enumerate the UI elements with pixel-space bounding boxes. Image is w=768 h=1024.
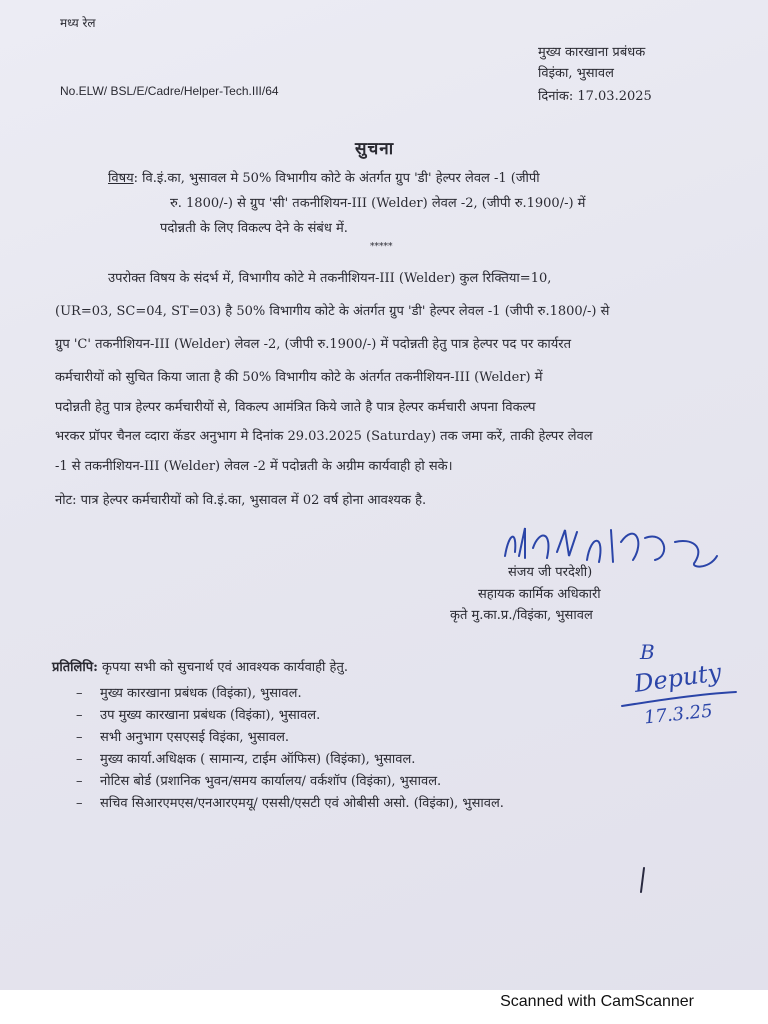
copy-item: – सचिव सिआरएमएस/एनआरएमयू/ एससी/एसटी एवं ओबीसी असो. (विइंका), भुसावल. bbox=[76, 796, 504, 811]
scanner-watermark: Scanned with CamScanner bbox=[500, 993, 694, 1010]
subject-line-1 bbox=[108, 168, 540, 186]
office-line-2: विइंका, भुसावल bbox=[538, 66, 614, 81]
separator: ***** bbox=[370, 242, 393, 252]
subject-line-2: रु. 1800/-) से ग्रुप 'सी' तकनीशियन-III (Welder) लेवल -2, (जीपी रु.1900/-) में bbox=[170, 196, 586, 211]
pen-mark bbox=[638, 866, 648, 894]
copy-to-purpose: कृपया सभी को सुचनार्थ एवं आवश्यक कार्यवाही हेतु. bbox=[102, 660, 349, 675]
signatory-for-office: कृते मु.का.प्र./विइंका, भुसावल bbox=[450, 608, 593, 623]
signatory-designation: सहायक कार्मिक अधिकारी bbox=[478, 587, 601, 602]
annotation-initial: B bbox=[640, 640, 655, 664]
body-line-5: पदोन्नती हेतु पात्र हेल्पर कर्मचारीयों से, विकल्प आमंत्रित किये जाते है पात्र हेल्पर कर्मचारी अपना विकल्प bbox=[55, 400, 536, 415]
org-name: मध्य रेल bbox=[60, 16, 96, 30]
scanner-footer bbox=[0, 990, 768, 1024]
body-line-2: (UR=03, SC=04, ST=03) है 50% विभागीय कोटे के अंतर्गत ग्रुप 'डी' हेल्पर लेवल -1 (जीपी रु.1800/-) से bbox=[55, 304, 610, 319]
subject-label: विषय bbox=[108, 171, 134, 186]
reference-number: No.ELW/ BSL/E/Cadre/Helper-Tech.III/64 bbox=[60, 84, 279, 98]
body-line-1: उपरोक्त विषय के संदर्भ में, विभागीय कोटे मे तकनीशियन-III (Welder) कुल रिक्तिया=10, bbox=[108, 271, 552, 286]
copy-item: – नोटिस बोर्ड (प्रशानिक भुवन/समय कार्यालय/ वर्कशॉप (विइंका), भुसावल. bbox=[76, 774, 442, 789]
body-line-6: भरकर प्रॉपर चैनल व्दारा कॅडर अनुभाग मे दिनांक 29.03.2025 (Saturday) तक जमा करें, ताकी हेल्पर लेवल bbox=[55, 429, 593, 444]
signatory-name: संजय जी परदेशी) bbox=[508, 565, 593, 580]
subject-text-1: : वि.इं.का, भुसावल मे 50% विभागीय कोटे के अंतर्गत ग्रुप 'डी' हेल्पर लेवल -1 (जीपी bbox=[133, 171, 540, 186]
copy-item: – मुख्य कार्या.अधिक्षक ( सामान्य, टाईम ऑफिस) (विइंका), भुसावल. bbox=[76, 752, 416, 767]
annotation-word: Deputy bbox=[632, 658, 723, 698]
copy-item: – मुख्य कारखाना प्रबंधक (विइंका), भुसावल. bbox=[76, 686, 302, 701]
copy-to-label: प्रतिलिपि: bbox=[52, 660, 98, 675]
body-line-4: कर्मचारीयों को सुचित किया जाता है की 50% विभागीय कोटे के अंतर्गत तकनीशियन-III (Welder) में bbox=[55, 370, 543, 385]
notice-title: सुचना bbox=[355, 139, 395, 159]
body-line-3: ग्रुप 'C' तकनीशियन-III (Welder) लेवल -2, (जीपी रु.1900/-) में पदोन्नती हेतु पात्र हेल्पर पद पर कार्यरत bbox=[55, 337, 572, 352]
notice-date: दिनांक: 17.03.2025 bbox=[538, 89, 652, 104]
note-text: नोट: पात्र हेल्पर कर्मचारीयों को वि.इं.का, भुसावल में 02 वर्ष होना आवश्यक है. bbox=[55, 493, 427, 508]
office-line-1: मुख्य कारखाना प्रबंधक bbox=[538, 45, 646, 60]
body-line-7: -1 से तकनीशियन-III (Welder) लेवल -2 में पदोन्नती के अग्रीम कार्यवाही हो सके। bbox=[55, 459, 453, 474]
annotation-date: 17.3.25 bbox=[643, 700, 714, 729]
copy-item: – उप मुख्य कारखाना प्रबंधक (विइंका), भुसावल. bbox=[76, 708, 321, 723]
subject-line-3: पदोन्नती के लिए विकल्प देने के संबंध में. bbox=[160, 221, 348, 236]
copy-to-header bbox=[52, 657, 348, 675]
copy-item: – सभी अनुभाग एसएसई विइंका, भुसावल. bbox=[76, 730, 290, 745]
